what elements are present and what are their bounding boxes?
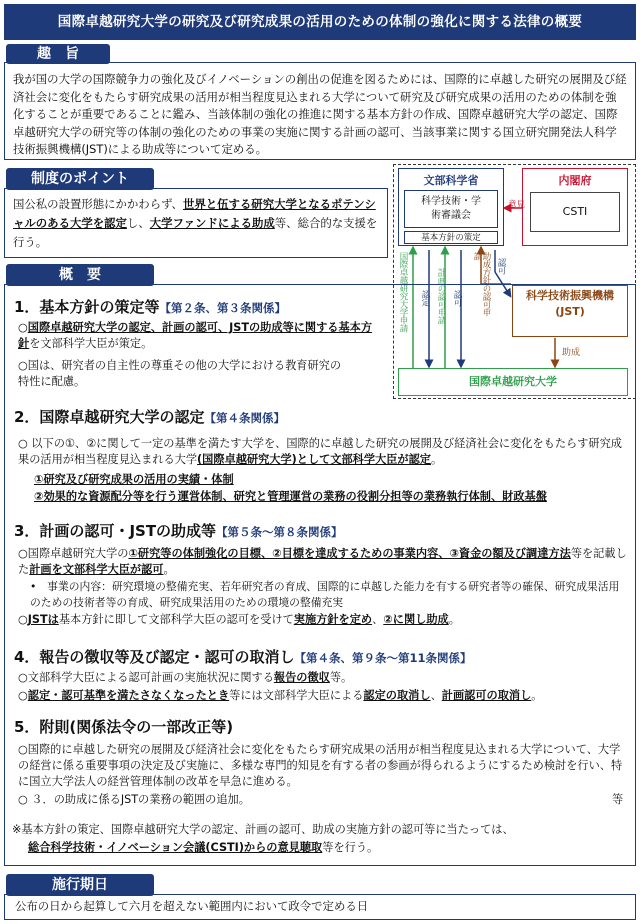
flow-approve-label: 認可	[452, 290, 462, 306]
points-text-4: 大学ファンドによる助成	[149, 216, 275, 230]
points-label: 制度のポイント	[6, 168, 154, 190]
section-4-heading: 4．報告の徴収等及び認定・認可の取消し【第４条、第９条～第11条関係】	[14, 648, 472, 666]
note-line-2: 総合科学技術・イノベーション会議(CSTI)からの意見聴取等を行う。	[28, 841, 379, 854]
section-5-item-1: ○国際的に卓越した研究の展開及び経済社会に変化をもたらす研究成果の活用が相当程度見込まれる大学について、大学の経営に係る重要事項の決定及び実施に、多様な専門的知見を有する者の参画が得られるようにするため検討を行い、特に国立大学法人の経営管理体制の改革を早急に進める。	[18, 743, 623, 789]
points-text-3: し、	[126, 216, 150, 230]
flow-jst-approve-label: 認可	[496, 258, 506, 274]
flow-apply-label: 国際卓越研究大学申請	[398, 252, 408, 332]
page-title: 国際卓越研究大学の研究及び研究成果の活用のための体制の強化に関する法律の概要	[4, 4, 636, 40]
effective-label: 施行期日	[6, 874, 154, 896]
section-3-heading: 3．計画の認可・JSTの助成等【第５条～第８条関係】	[14, 522, 343, 540]
points-box	[4, 188, 388, 258]
jst-box: 科学技術振興機構(JST)	[512, 285, 628, 337]
section-3-item-2: • 事業の内容：研究環境の整備充実、若年研究者の育成、国際的に卓越した能力を有する研究者等の確保、研究成果活用のための技術者等の育成、研究成果活用のための環境の整備充実	[30, 580, 620, 609]
purpose-box	[4, 62, 636, 160]
flow-certify-label: 認定	[420, 290, 430, 306]
note-line-1: ※基本方針の策定、国際卓越研究大学の認定、計画の認可、助成の実施方針の認可等に当たっては、	[12, 823, 514, 836]
policy-box: 基本方針の策定	[404, 231, 498, 244]
cabinet-label: 内閣府	[558, 174, 592, 187]
purpose-label: 趣 旨	[6, 44, 110, 64]
section-3-item-1: ○国際卓越研究大学の①研究等の体制強化の目標、②目標を達成するための事業内容、③資金の額及び調達方法等を記載した計画を文部科学大臣が認可。	[18, 547, 627, 577]
section-2-criterion-1: ①研究及び研究成果の活用の実績・体制	[34, 473, 234, 486]
flow-jst-apply-label: 助成方針の認可申請	[472, 252, 491, 316]
section-1-item-2: ○国は、研究者の自主性の尊重その他の大学における教育研究の特性に配慮。	[18, 359, 342, 389]
section-2-criterion-2: ②効果的な資源配分等を行う運営体制、研究と管理運営の業務の役割分担等の業務執行体制、財政基盤	[34, 490, 547, 503]
flow-plan-apply-label: 計画の認可申請	[436, 268, 446, 324]
section-5-item-2: ○ ３．の助成に係るJSTの業務の範囲の追加。	[18, 793, 250, 806]
section-4-item-1: ○文部科学大臣による認可計画の実施状況に関する報告の徴収等。	[18, 671, 353, 684]
effective-text: 公布の日から起算して六月を超えない範囲内において政令で定める日	[15, 899, 369, 913]
council-box: 科学技術・学術審議会	[404, 190, 498, 228]
points-text-5: 等、総合的な支援を行う。	[13, 216, 378, 249]
points-text-2: 世界と伍する研究大学となるポテンシャルのある大学を認定	[13, 197, 376, 230]
section-5-heading: 5．附則(関係法令の一部改正等)	[14, 718, 234, 736]
section-5-item-2-suffix: 等	[612, 793, 624, 806]
purpose-text: 我が国の大学の国際競争力の強化及びイノベーションの創出の促進を図るためには、国際的に卓越した研究の展開及び経済社会に変化をもたらす研究成果の活用が相当程度見込まれる大学について研究及び研究成果の活用のための体制を強化することが重要であることに鑑み、当該体制の強化の推進に関する基本方針の作成、国際卓越研究大学の認定、国際卓越研究大学の研究等の体制の強化のための事業の実施に関する計画の認可、当該事業に関する国立研究開発法人科学技術振興機構(JST)による助成等について定める。	[13, 72, 627, 156]
section-1-item-1: ○国際卓越研究大学の認定、計画の認可、JSTの助成等に関する基本方針を文部科学大臣が策定。	[18, 321, 373, 351]
effective-box	[4, 894, 636, 920]
section-4-item-2: ○認定・認可基準を満たさなくなったとき等には文部科学大臣による認定の取消し、計画認可の取消し。	[18, 689, 543, 702]
section-1-heading: 1．基本方針の策定等【第２条、第３条関係】	[14, 298, 286, 316]
opinion-label: 意見	[508, 200, 526, 210]
points-text-1: 国公私の設置形態にかかわらず、	[13, 197, 183, 211]
grant-label: 助成	[562, 348, 581, 358]
overview-label: 概 要	[6, 264, 154, 286]
csti-box: CSTI	[530, 192, 620, 232]
section-2-item-1: ○ 以下の①、②に関して一定の基準を満たす大学を、国際的に卓越した研究の展開及び経済社会に変化をもたらす研究成果の活用が相当程度見込まれる大学(国際卓越研究大学)として文部科学大臣が認定。	[18, 437, 622, 467]
university-box: 国際卓越研究大学	[398, 368, 628, 396]
section-3-item-3: ○JSTは基本方針に即して文部科学大臣の認可を受けて実施方針を定め、②に関し助成。	[18, 613, 460, 626]
mext-label: 文部科学省	[423, 174, 479, 187]
section-2-heading: 2．国際卓越研究大学の認定【第４条関係】	[14, 408, 285, 426]
